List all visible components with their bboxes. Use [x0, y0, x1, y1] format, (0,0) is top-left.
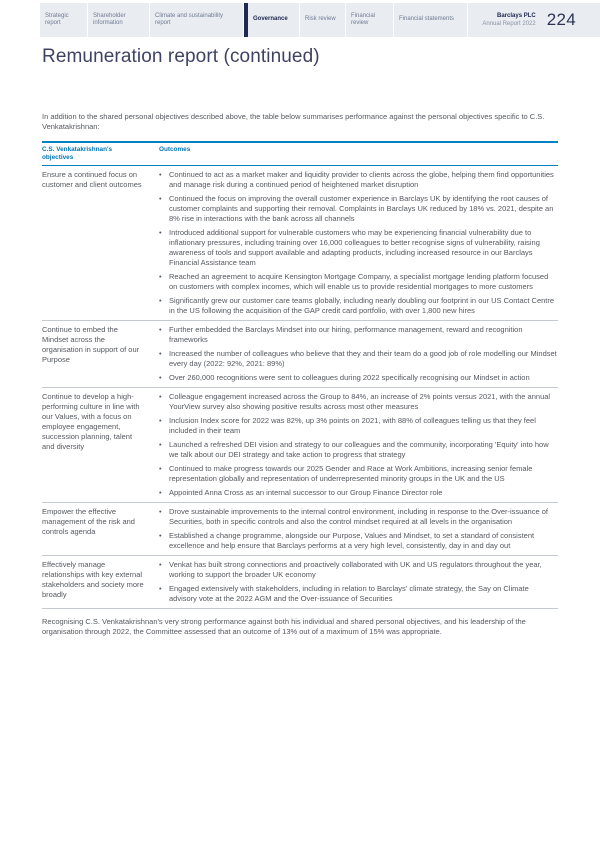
objective-text: Ensure a continued focus on customer and client outcomes: [42, 170, 142, 189]
bullet-text: Established a change programme, alongside our Purpose, Values and Mindset, to set a standard of consistent excellence and help ensure that Barclays performs at a very high level, consistently, day in and day out: [169, 531, 535, 550]
objective-text: Continue to develop a high-performing culture in line with our Values, with a focus on employee engagement, succession planning, talent and diversity: [42, 392, 140, 451]
bullet-icon: •: [159, 464, 162, 473]
tab-climate-and-sustainability-report[interactable]: [150, 3, 244, 37]
bullet-item: [159, 392, 558, 412]
bullet-item: [159, 228, 558, 268]
table-header-row: [42, 141, 558, 166]
tab-label: Shareholder information: [93, 12, 126, 26]
objective-cell: [42, 560, 155, 605]
bullet-icon: •: [159, 560, 162, 569]
intro-paragraph: In addition to the shared personal objectives described above, the table below summarises performance against the personal objectives specific to C.S. Venkatakrishnan:: [42, 112, 545, 131]
bullet-icon: •: [159, 416, 162, 425]
outcomes-cell: [155, 507, 558, 552]
bullet-item: [159, 170, 558, 190]
objective-cell: [42, 392, 155, 499]
brand-subtitle: Annual Report 2022: [482, 21, 536, 27]
bullet-text: Engaged extensively with stakeholders, including in relation to Barclays' climate strategy, the Say on Climate advisory vote at the 2022 AGM and the Over-issuance of Securities: [169, 584, 529, 603]
brand-block: [482, 12, 535, 28]
bullet-item: [159, 194, 558, 224]
outcomes-cell: [155, 560, 558, 605]
table-row: [42, 387, 558, 502]
bullet-item: [159, 488, 558, 498]
objective-cell: [42, 170, 155, 317]
bullet-text: Increased the number of colleagues who believe that they and their team do a good job of role modelling our Mindset every day (2022: 92%, 2021: 89%): [169, 349, 557, 368]
tab-label: Governance: [253, 16, 288, 23]
tab-financial-statements[interactable]: [394, 3, 468, 37]
bullet-icon: •: [159, 531, 162, 540]
tab-shareholder-information[interactable]: [88, 3, 150, 37]
outcomes-cell: [155, 170, 558, 317]
bullet-item: [159, 531, 558, 551]
table-row: [42, 320, 558, 387]
closing-paragraph: Recognising C.S. Venkatakrishnan's very strong performance against both his individual and shared personal objectives, and his leadership of the organisation through 2022, the Committee assessed that an outcome of 13% out of a maximum of 15% was appropriate.: [42, 617, 526, 636]
bullet-item: [159, 440, 558, 460]
bullet-icon: •: [159, 170, 162, 179]
bullet-item: [159, 272, 558, 292]
bullet-text: Introduced additional support for vulnerable customers who may be experiencing financial vulnerability due to inflationary pressures, including training over 16,000 colleagues to better recognise signs of vulnerability, raising awareness of tools and support available and adapting products, including increased resource in our Barclays Financial Assistance team: [169, 228, 540, 267]
objective-text: Empower the effective management of the risk and controls agenda: [42, 507, 135, 536]
tab-label: Climate and sustainability report: [155, 12, 224, 26]
objective-text: Effectively manage relationships with key external stakeholders and society more broadly: [42, 560, 144, 599]
tab-label: Risk review: [305, 16, 336, 23]
bullet-item: [159, 349, 558, 369]
table-body: [42, 166, 558, 609]
bullet-item: [159, 296, 558, 316]
bullet-icon: •: [159, 507, 162, 516]
bullet-icon: •: [159, 584, 162, 593]
bullet-icon: •: [159, 373, 162, 382]
bullet-text: Over 260,000 recognitions were sent to colleagues during 2022 specifically recognising our Mindset in action: [169, 373, 530, 382]
col-header-outcomes: Outcomes: [159, 146, 191, 153]
bullet-icon: •: [159, 228, 162, 237]
table-row: [42, 555, 558, 608]
bullet-item: [159, 373, 558, 383]
bullet-text: Further embedded the Barclays Mindset into our hiring, performance management, reward and recognition frameworks: [169, 325, 523, 344]
tab-label: Financial review: [351, 12, 376, 26]
bullet-text: Significantly grew our customer care teams globally, including nearly doubling our footprint in our US Contact Centre in the US following the acquisition of the GAP credit card portfolio, with over 1,800 new hires: [169, 296, 555, 315]
outcomes-cell: [155, 325, 558, 384]
bullet-item: [159, 560, 558, 580]
page-number: 224: [546, 10, 576, 29]
bullet-text: Continued to act as a market maker and liquidity provider to clients across the globe, helping them find opportunities and manage risk during a continued period of heightened market disruption: [169, 170, 554, 189]
bullet-icon: •: [159, 272, 162, 281]
header-right: [482, 3, 600, 37]
tab-label: Financial statements: [399, 16, 455, 23]
table-row: [42, 502, 558, 555]
objective-cell: [42, 507, 155, 552]
bullet-text: Drove sustainable improvements to the internal control environment, including in response to the Over-issuance of Securities, both in specific controls and also the control mindset required at all levels in the organisation: [169, 507, 548, 526]
bullet-icon: •: [159, 440, 162, 449]
bullet-text: Reached an agreement to acquire Kensington Mortgage Company, a specialist mortgage lending platform focused on customers with complex incomes, which will enable us to provide residential mortgages to more customers: [169, 272, 549, 291]
page-title: Remuneration report (continued): [42, 46, 320, 67]
tab-financial-review[interactable]: [346, 3, 394, 37]
table-row: [42, 166, 558, 320]
col-header-objectives: C.S. Venkatakrishnan's objectives: [42, 146, 113, 161]
bullet-item: [159, 416, 558, 436]
bullet-text: Continued the focus on improving the overall customer experience in Barclays UK by identifying the root causes of customer complaints and supporting their removal. Complaints in Barclays UK reduced by 18% vs. 2021, despite an 8% rise in interactions with the bank across all channels: [169, 194, 554, 223]
bullet-item: [159, 584, 558, 604]
tab-governance[interactable]: [244, 3, 300, 37]
objective-cell: [42, 325, 155, 384]
bullet-text: Launched a refreshed DEI vision and strategy to our colleagues and the community, incorporating 'Equity' into how we talk about our DEI strategy and take action to progress that strategy: [169, 440, 549, 459]
bullet-item: [159, 507, 558, 527]
bullet-text: Appointed Anna Cross as an internal successor to our Group Finance Director role: [169, 488, 443, 497]
main-content: [42, 112, 558, 637]
bullet-icon: •: [159, 488, 162, 497]
bullet-icon: •: [159, 349, 162, 358]
outcomes-cell: [155, 392, 558, 499]
bullet-icon: •: [159, 325, 162, 334]
bullet-text: Colleague engagement increased across the Group to 84%, an increase of 2% points versus 2021, with the annual YourView survey also showing positive results across most other measures: [169, 392, 551, 411]
bullet-text: Inclusion Index score for 2022 was 82%, up 3% points on 2021, with 88% of colleagues telling us that they feel included in their team: [169, 416, 536, 435]
tab-strategic-report[interactable]: [40, 3, 88, 37]
header-tabs: [40, 3, 468, 37]
header-band: [40, 3, 600, 37]
tab-risk-review[interactable]: [300, 3, 346, 37]
tab-label: Strategic report: [45, 12, 69, 26]
bullet-item: [159, 325, 558, 345]
objective-text: Continue to embed the Mindset across the organisation in support of our Purpose: [42, 325, 140, 364]
bullet-icon: •: [159, 194, 162, 203]
bullet-text: Venkat has built strong connections and proactively collaborated with UK and US regulators throughout the year, working to support the broader UK economy: [169, 560, 542, 579]
bullet-icon: •: [159, 296, 162, 305]
brand-name: Barclays PLC: [497, 13, 536, 19]
objectives-table: [42, 141, 558, 609]
bullet-item: [159, 464, 558, 484]
bullet-text: Continued to make progress towards our 2025 Gender and Race at Work Ambitions, increasing senior female representation globally and representation of underrepresented minority groups in the UK and the US: [169, 464, 533, 483]
bullet-icon: •: [159, 392, 162, 401]
